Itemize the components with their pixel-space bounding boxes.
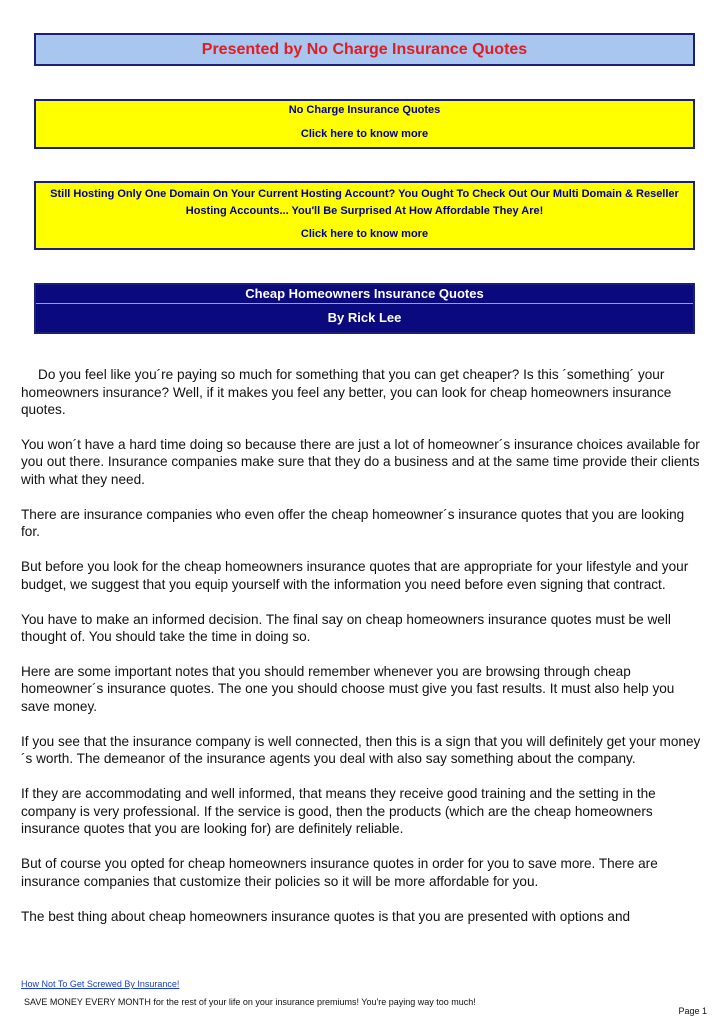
article-body <box>21 366 701 942</box>
promo-hosting-text: Still Hosting Only One Domain On Your Current Hosting Account? You Ought To Check Out Our Multi Domain & Reseller Hosting Accounts... You'll Be Surprised At How Affordable They Are! <box>50 188 679 217</box>
article-byline: By Rick Lee <box>327 310 402 325</box>
article-paragraph: Here are some important notes that you should remember whenever you are browsing through cheap homeowner´s insurance quotes. The one you should choose must give you fast results. It must also help you save money. <box>21 663 675 714</box>
article-header-box <box>34 283 695 334</box>
footer-link[interactable]: How Not To Get Screwed By Insurance! <box>21 979 180 989</box>
presented-by-banner <box>34 33 695 66</box>
promo-title: No Charge Insurance Quotes <box>288 104 441 116</box>
article-paragraph: You have to make an informed decision. The final say on cheap homeowners insurance quotes must be well thought of. You should take the time in doing so. <box>21 611 671 645</box>
promo-hosting-link-know-more[interactable]: Click here to know more <box>300 228 429 240</box>
article-header-divider <box>36 303 693 304</box>
promo-box-hosting <box>34 181 695 250</box>
article-paragraph: But of course you opted for cheap homeowners insurance quotes in order for you to save more. There are insurance companies that customize their policies so it will be more affordable for you. <box>21 856 658 889</box>
footer-note: SAVE MONEY EVERY MONTH for the rest of your life on your insurance premiums! You're paying way too much! <box>24 997 476 1007</box>
article-paragraph: The best thing about cheap homeowners insurance quotes is that you are presented with options and <box>21 908 631 924</box>
article-paragraph: You won´t have a hard time doing so because there are just a lot of homeowner´s insurance choices available for you out there. Insurance companies make sure that they do a business and at the same time provide their clients with what they need. <box>21 436 700 487</box>
page-number: Page 1 <box>678 1006 707 1016</box>
article-paragraph: But before you look for the cheap homeowners insurance quotes that are appropriate for your lifestyle and your budget, we suggest that you equip yourself with the information you need before even signing that contract. <box>21 559 689 592</box>
promo-link-know-more[interactable]: Click here to know more <box>300 128 429 140</box>
banner-title: Presented by No Charge Insurance Quotes <box>201 41 528 58</box>
article-paragraph: There are insurance companies who even offer the cheap homeowner´s insurance quotes that you are looking for. <box>21 506 685 540</box>
article-title: Cheap Homeowners Insurance Quotes <box>245 286 484 301</box>
article-paragraph: If they are accommodating and well informed, that means they receive good training and the setting in the company is very professional. If the service is good, then the products (which are the cheap homeowners insurance quotes that you are looking for) are definitely reliable. <box>21 786 656 837</box>
article-paragraph: If you see that the insurance company is well connected, then this is a sign that you will definitely get your money´s worth. The demeanor of the insurance agents you deal with also say something about the company. <box>21 733 701 767</box>
promo-box-insurance-quotes <box>34 99 695 149</box>
article-paragraph: Do you feel like you´re paying so much for something that you can get cheaper? Is this ´something´ your homeowners insurance? Well, if it makes you feel any better, you can look for cheap homeowners insurance quotes. <box>21 367 672 417</box>
